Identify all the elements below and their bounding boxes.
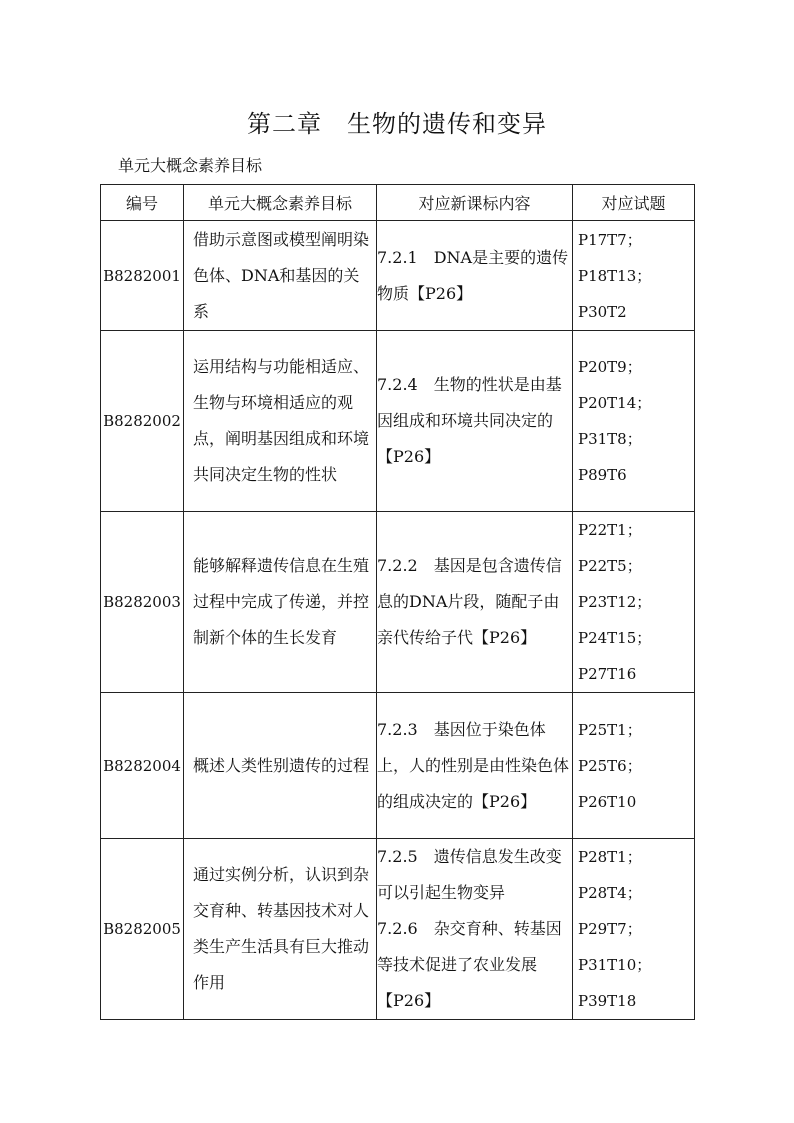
test-ref: P31T10； bbox=[578, 956, 652, 974]
test-ref: P17T7； bbox=[578, 230, 642, 249]
table-row bbox=[101, 693, 695, 839]
test-ref: P26T10 bbox=[578, 792, 637, 811]
table-row bbox=[101, 512, 695, 693]
row-goal: 通过实例分析，认识到杂交育种、转基因技术对人类生产生活具有巨大推动作用 bbox=[184, 839, 377, 1020]
page-title: 第二章 生物的遗传和变异 bbox=[247, 110, 547, 138]
test-ref: P22T1； bbox=[578, 521, 642, 539]
test-ref: P30T2 bbox=[578, 302, 627, 321]
row-code: B8282005 bbox=[101, 839, 184, 1020]
test-ref: P25T6； bbox=[578, 756, 642, 775]
standard-line: 7.2.1 DNA是主要的遗传物质【P26】 bbox=[377, 247, 569, 303]
standard-line: 7.2.2 基因是包含遗传信息的DNA片段，随配子由亲代传给子代【P26】 bbox=[377, 556, 562, 647]
row-goal: 概述人类性别遗传的过程 bbox=[184, 693, 377, 839]
row-code: B8282003 bbox=[101, 512, 184, 693]
standard-line: 7.2.6 杂交育种、转基因等技术促进了农业发展【P26】 bbox=[377, 919, 562, 1010]
section-subtitle: 单元大概念素养目标 bbox=[118, 156, 263, 175]
row-tests bbox=[573, 331, 695, 512]
table-header-row bbox=[101, 185, 695, 221]
header-code: 编号 bbox=[101, 185, 184, 221]
row-standard bbox=[377, 221, 573, 331]
test-ref: P31T8； bbox=[578, 430, 642, 448]
test-ref: P89T6 bbox=[578, 466, 627, 484]
test-ref: P24T15； bbox=[578, 629, 652, 647]
test-ref: P22T5； bbox=[578, 557, 642, 575]
standard-line: 7.2.4 生物的性状是由基因组成和环境共同决定的【P26】 bbox=[377, 375, 562, 466]
standard-line: 7.2.3 基因位于染色体上，人的性别是由性染色体的组成决定的【P26】 bbox=[377, 719, 570, 811]
row-goal: 借助示意图或模型阐明染色体、DNA和基因的关系 bbox=[184, 221, 377, 331]
header-goal: 单元大概念素养目标 bbox=[184, 185, 377, 221]
table-row bbox=[101, 839, 695, 1020]
goals-table bbox=[100, 184, 695, 1020]
row-code: B8282002 bbox=[101, 331, 184, 512]
test-ref: P29T7； bbox=[578, 920, 642, 938]
header-standard: 对应新课标内容 bbox=[377, 185, 573, 221]
row-standard bbox=[377, 512, 573, 693]
row-tests bbox=[573, 693, 695, 839]
row-goal: 能够解释遗传信息在生殖过程中完成了传递，并控制新个体的生长发育 bbox=[184, 512, 377, 693]
row-standard bbox=[377, 693, 573, 839]
row-code: B8282001 bbox=[101, 221, 184, 331]
test-ref: P27T16 bbox=[578, 665, 637, 683]
row-goal: 运用结构与功能相适应、生物与环境相适应的观点，阐明基因组成和环境共同决定生物的性状 bbox=[184, 331, 377, 512]
row-standard bbox=[377, 331, 573, 512]
header-tests: 对应试题 bbox=[573, 185, 695, 221]
row-tests bbox=[573, 839, 695, 1020]
test-ref: P39T18 bbox=[578, 992, 637, 1010]
test-ref: P20T9； bbox=[578, 358, 642, 376]
row-standard bbox=[377, 839, 573, 1020]
table-row bbox=[101, 331, 695, 512]
test-ref: P20T14； bbox=[578, 394, 652, 412]
row-code: B8282004 bbox=[101, 693, 184, 839]
test-ref: P23T12； bbox=[578, 593, 652, 611]
standard-line: 7.2.5 遗传信息发生改变可以引起生物变异 bbox=[377, 847, 562, 902]
test-ref: P25T1； bbox=[578, 720, 642, 739]
test-ref: P28T1； bbox=[578, 848, 642, 866]
table-row bbox=[101, 221, 695, 331]
row-tests bbox=[573, 512, 695, 693]
test-ref: P18T13； bbox=[578, 266, 652, 285]
row-tests bbox=[573, 221, 695, 331]
test-ref: P28T4； bbox=[578, 884, 642, 902]
